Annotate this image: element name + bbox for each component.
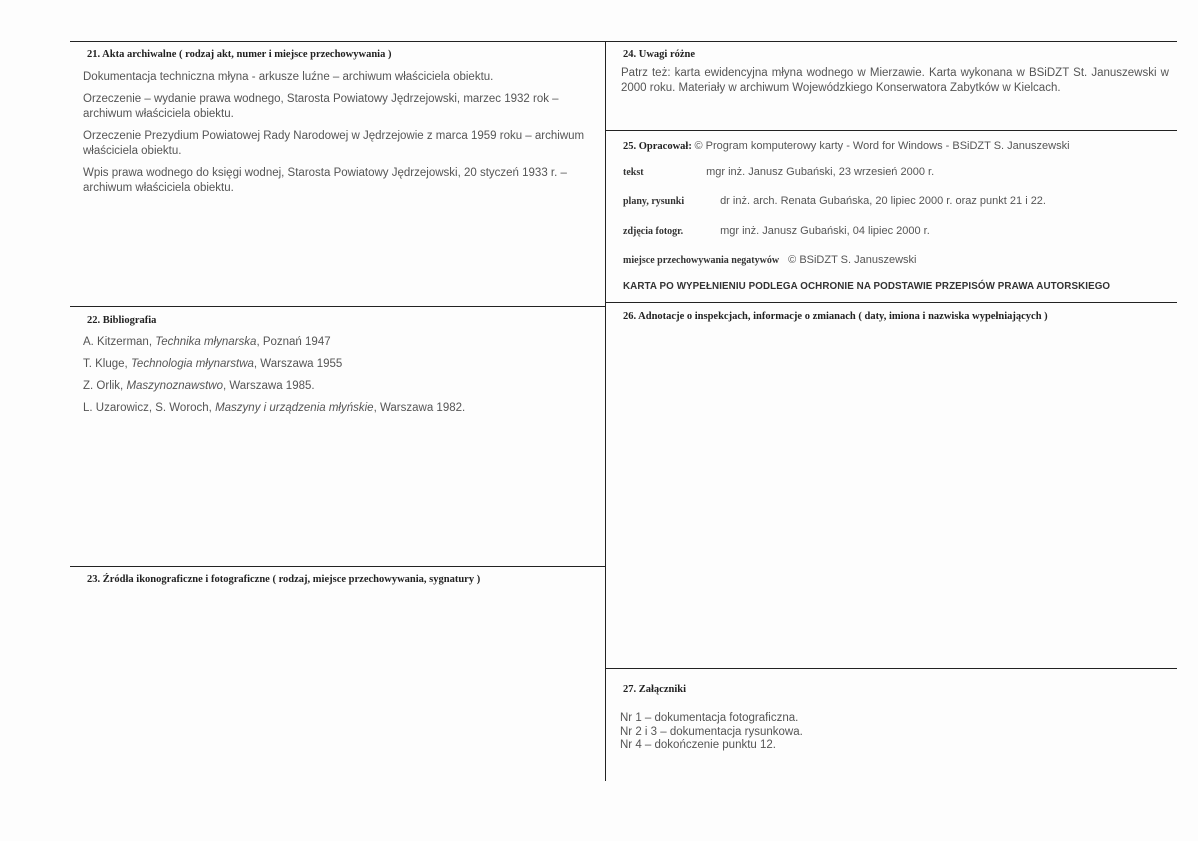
attachment-item: Nr 2 i 3 – dokumentacja rysunkowa. (620, 725, 803, 738)
attachment-item: Nr 4 – dokończenie punktu 12. (620, 739, 776, 751)
section-22-body (83, 335, 598, 423)
section-24-heading: 24. Uwagi różne (623, 49, 696, 60)
bibliography-entry: A. Kitzerman, Technika młynarska, Poznań 1947 (83, 336, 331, 348)
credit-value: © BSiDZT S. Januszewski (788, 254, 917, 266)
credit-row-plans (623, 195, 1046, 207)
archival-item: Orzeczenie Prezydium Powiatowej Rady Narodowej w Jędrzejowie z marca 1959 roku – archiwum właściciela obiektu. (83, 130, 585, 157)
divider-26-27 (605, 668, 1177, 669)
divider-24-25 (605, 130, 1177, 131)
book-title: Maszynoznawstwo (126, 380, 223, 392)
divider-21-22 (70, 306, 605, 307)
attachment-item: Nr 1 – dokumentacja fotograficzna. (620, 712, 799, 724)
section-21-body (83, 70, 598, 203)
section-26-heading: 26. Adnotacje o inspekcjach, informacje o zmianach ( daty, imiona i nazwiska wypełniających ) (623, 311, 1048, 322)
credit-value: mgr inż. Janusz Gubański, 04 lipiec 2000 r. (720, 225, 930, 237)
credit-row-negatives (623, 254, 916, 266)
section-21-heading: 21. Akta archiwalne ( rodzaj akt, numer i miejsce przechowywania ) (87, 49, 392, 60)
section-25-heading: 25. Opracował: © Program komputerowy karty - Word for Windows - BSiDZT S. Januszewski (623, 140, 1070, 152)
section-23-heading: 23. Źródła ikonograficzne i fotograficzne ( rodzaj, miejsce przechowywania, sygnatury ) (87, 574, 481, 585)
section-27-body (620, 712, 1160, 753)
book-title: Technika młynarska (155, 336, 257, 348)
credit-value: dr inż. arch. Renata Gubańska, 20 lipiec 2000 r. oraz punkt 21 i 22. (720, 195, 1046, 207)
credit-row-text (623, 166, 934, 178)
section-27-heading: 27. Załączniki (623, 684, 687, 695)
archival-item: Orzeczenie – wydanie prawa wodnego, Starosta Powiatowy Jędrzejowski, marzec 1932 rok – archiwum właściciela obiektu. (83, 93, 559, 120)
divider-22-23 (70, 566, 605, 567)
bibliography-entry: Z. Orlik, Maszynoznawstwo, Warszawa 1985. (83, 380, 315, 392)
section-24-body: Patrz też: karta ewidencyjna młyna wodnego w Mierzawie. Karta wykonana w BSiDZT St. Januszewski w 2000 roku. Materiały w archiwum Wojewódzkiego Konserwatora Zabytków w Kielcach. (621, 67, 1169, 94)
center-divider-line (605, 41, 606, 781)
credit-label: zdjęcia fotogr. (623, 226, 684, 237)
section-22-heading: 22. Bibliografia (87, 315, 157, 326)
program-credit: © Program komputerowy karty - Word for Windows - BSiDZT S. Januszewski (694, 140, 1070, 152)
credit-label: miejsce przechowywania negatywów (623, 255, 780, 266)
credit-value: mgr inż. Janusz Gubański, 23 wrzesień 2000 r. (706, 166, 935, 178)
copyright-notice: KARTA PO WYPEŁNIENIU PODLEGA OCHRONIE NA PODSTAWIE PRZEPISÓW PRAWA AUTORSKIEGO (623, 281, 1111, 292)
credit-row-photos (623, 225, 930, 237)
top-border-line (70, 41, 1177, 42)
credit-label: plany, rysunki (623, 196, 685, 207)
bibliography-entry: T. Kluge, Technologia młynarstwa, Warszawa 1955 (83, 358, 343, 370)
book-title: Technologia młynarstwa (130, 358, 254, 370)
bibliography-entry: L. Uzarowicz, S. Woroch, Maszyny i urządzenia młyńskie, Warszawa 1982. (83, 402, 466, 414)
archival-item: Wpis prawa wodnego do księgi wodnej, Starosta Powiatowy Jędrzejowski, 20 styczeń 1933 r. – archiwum właściciela obiektu. (83, 167, 567, 194)
book-title: Maszyny i urządzenia młyńskie (215, 402, 374, 414)
divider-25-26 (605, 302, 1177, 303)
archival-item: Dokumentacja techniczna młyna - arkusze luźne – archiwum właściciela obiektu. (83, 71, 494, 83)
credit-label: tekst (623, 167, 644, 178)
